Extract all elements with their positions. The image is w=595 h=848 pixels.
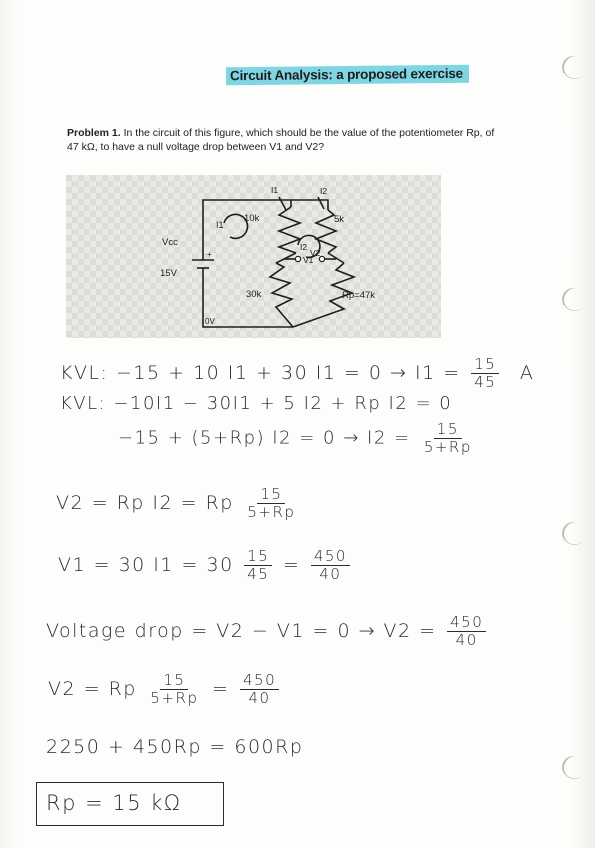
problem-text: In the circuit of this figure, which should be the value of the potentiometer Rp, of 47 kΩ, to have a null voltage drop between V1 and V2? [67, 127, 495, 153]
kvl-line-2 [60, 393, 452, 414]
final-equation-line [46, 736, 303, 758]
fraction-denominator: 5+Rp [247, 503, 296, 521]
circuit-figure [66, 175, 441, 338]
kvl-line-3 [118, 421, 478, 456]
label-rp: Rp=47k [342, 290, 376, 301]
fraction-numerator: 450 [311, 548, 350, 566]
rp-equation-line [48, 672, 282, 707]
fraction [311, 548, 350, 583]
fraction-numerator: 15 [471, 356, 499, 374]
label-vcc: Vcc [162, 237, 178, 248]
label-ground: 0V [205, 317, 215, 326]
fraction [447, 614, 486, 649]
fraction-denominator: 40 [319, 565, 342, 583]
fraction [421, 421, 475, 456]
fraction-denominator: 5+Rp [423, 438, 472, 456]
page-title: Circuit Analysis: a proposed exercise [226, 65, 469, 86]
fraction-denominator: 45 [474, 373, 497, 391]
label-loop1: I1 [216, 220, 224, 230]
fraction [147, 672, 201, 707]
kvl1-equation: KVL: −15 + 10 I1 + 30 I1 = 0 → I1 = [60, 362, 461, 384]
label-r1: 10k [244, 213, 260, 224]
voltage-drop-equation: Voltage drop = V2 − V1 = 0 → V2 = [46, 620, 437, 642]
v1-equation: V1 = 30 I1 = 30 [58, 554, 234, 576]
v2-line [56, 486, 301, 521]
label-source: 15V [160, 268, 177, 279]
v1-line [58, 548, 353, 583]
rp-equation: V2 = Rp [48, 678, 137, 700]
fraction-numerator: 15 [257, 486, 285, 504]
label-loop2: I2 [300, 242, 308, 252]
unit: A [519, 362, 535, 384]
equals-sign: = [212, 678, 230, 700]
problem-statement [67, 126, 507, 154]
fraction-denominator: 45 [247, 565, 270, 583]
fraction-numerator: 450 [447, 614, 486, 632]
answer-text: Rp = 15 kΩ [46, 791, 182, 815]
fraction [471, 356, 499, 391]
label-r2: 5k [334, 214, 345, 225]
fraction [244, 486, 298, 521]
kvl2-equation: KVL: −10I1 − 30I1 + 5 I2 + Rp I2 = 0 [60, 393, 453, 414]
label-r3: 30k [246, 289, 262, 300]
fraction-denominator: 40 [455, 631, 478, 649]
fraction-numerator: 450 [240, 672, 279, 690]
equals-sign: = [282, 554, 301, 576]
label-i1: I1 [271, 185, 279, 195]
fraction-numerator: 15 [244, 548, 272, 566]
label-i2: I2 [320, 186, 328, 196]
v1-terminal [295, 256, 300, 261]
fraction-numerator: 15 [434, 421, 462, 439]
label-v2: V2 [310, 248, 321, 258]
fraction-numerator: 15 [160, 672, 188, 690]
v2-equation: V2 = Rp I2 = Rp [56, 492, 234, 514]
label-plus: + [207, 250, 212, 259]
problem-label: Problem 1. [67, 127, 121, 139]
final-equation: 2250 + 450Rp = 600Rp [46, 736, 304, 758]
fraction-denominator: 40 [248, 689, 271, 707]
voltage-drop-line [46, 614, 489, 649]
fraction [240, 672, 279, 707]
fraction [244, 548, 272, 583]
fraction-denominator: 5+Rp [150, 689, 199, 707]
kvl-line-1 [60, 356, 534, 391]
label-v1: V1 [303, 255, 314, 265]
kvl3-equation: −15 + (5+Rp) I2 = 0 → I2 = [118, 427, 411, 449]
